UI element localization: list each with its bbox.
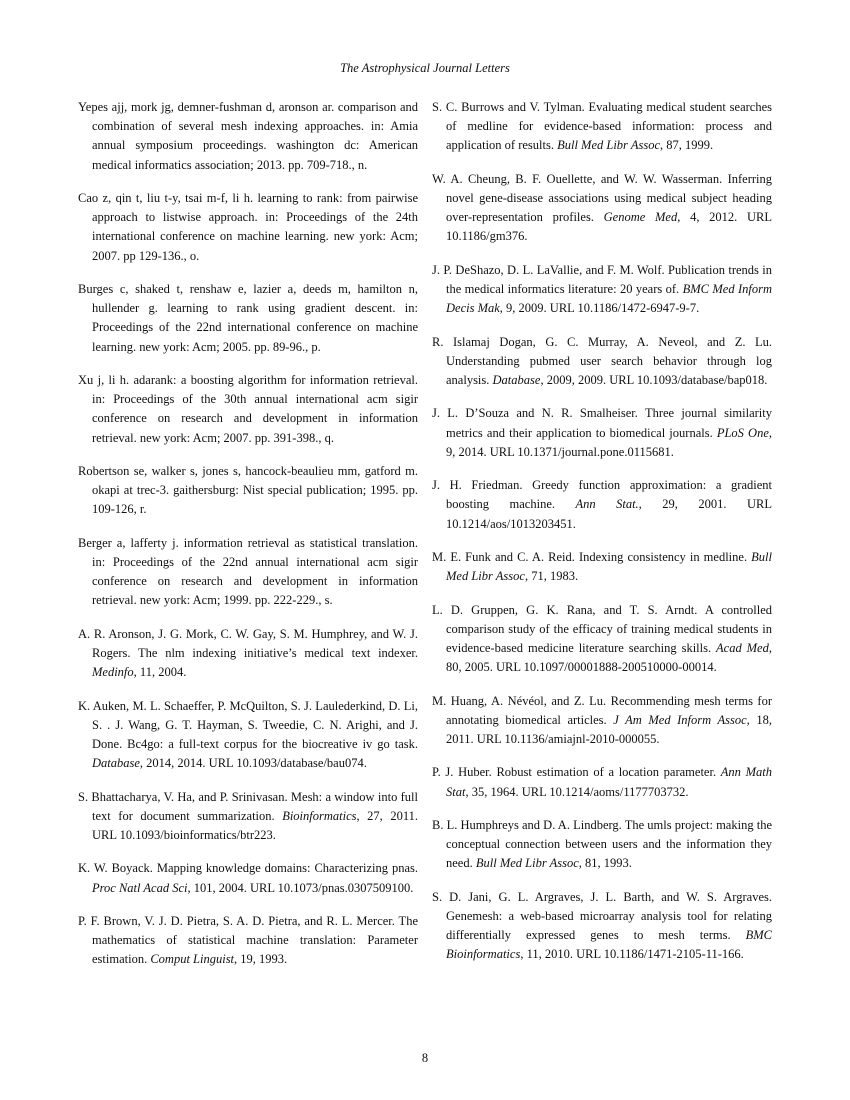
reference-item: J. H. Friedman. Greedy function approximation: a gradient boosting machine. Ann Stat., 29, 2001. URL 10.1214/aos/1013203451. [432, 478, 772, 531]
reference-item: J. P. DeShazo, D. L. LaVallie, and F. M. Wolf. Publication trends in the medical informatics literature: 20 years of. BMC Med Inform Decis Mak, 9, 2009. URL 10.1186/1472-6947-9-7. [432, 262, 773, 316]
reference-item: S. Bhattacharya, V. Ha, and P. Srinivasan. Mesh: a window into full text for document summarization. Bioinformatics, 27, 2011. URL 10.1093/bioinformatics/btr223. [78, 789, 418, 842]
reference-item: B. L. Humphreys and D. A. Lindberg. The umls project: making the conceptual connection between users and the information they need. Bull Med Libr Assoc, 81, 1993. [432, 817, 772, 871]
running-header: The Astrophysical Journal Letters [340, 61, 510, 75]
reference-item: K. Auken, M. L. Schaeffer, P. McQuilton, S. J. Laulederkind, D. Li, S. . J. Wang, G. T. Hayman, S. Tweedie, C. N. Arighi, and J. Done. Bc4go: a full-text corpus for the biocreative iv go task. Database, 2014, 2014. URL 10.1093/database/bau074. [78, 698, 418, 771]
reference-item: Xu j, li h. adarank: a boosting algorithm for information retrieval. in: Proceedings of the 30th annual international acm sigir conference on research and development in information retrieval. new york: Acm; 2007. pp. 391-398., q. [78, 373, 418, 445]
reference-item: Yepes ajj, mork jg, demner-fushman d, aronson ar. comparison and combination of several mesh indexing approaches. in: Amia annual symposium proceedings. washington dc: American medical informatics association; 2013. pp. 709-718., n. [78, 100, 418, 172]
reference-item: P. J. Huber. Robust estimation of a location parameter. Ann Math Stat, 35, 1964. URL 10.1214/aoms/1177703732. [432, 765, 772, 799]
reference-item: Cao z, qin t, liu t-y, tsai m-f, li h. learning to rank: from pairwise approach to listwise approach. in: Proceedings of the 24th international conference on machine learning. new york: Acm; 2007. pp 129-136., o. [78, 191, 418, 263]
reference-item: Burges c, shaked t, renshaw e, lazier a, deeds m, hamilton n, hullender g. learning to rank using gradient descent. in: Proceedings of the 22nd international conference on machine learning. new york: Acm; 2005. pp. 89-96., p. [78, 282, 418, 354]
reference-item: Robertson se, walker s, jones s, hancock-beaulieu mm, gatford m. okapi at trec-3. gaithersburg: Nist special publication; 1995. pp. 109-126, r. [78, 464, 418, 517]
reference-item: S. D. Jani, G. L. Argraves, J. L. Barth, and W. S. Argraves. Genemesh: a web-based microarray analysis tool for relating differentially expressed genes to mesh terms. BMC Bioinformatics, 11, 2010. URL 10.1186/1471-2105-11-166. [432, 889, 772, 962]
reference-item: P. F. Brown, V. J. D. Pietra, S. A. D. Pietra, and R. L. Mercer. The mathematics of statistical machine translation: Parameter estimation. Comput Linguist, 19, 1993. [78, 913, 418, 967]
reference-item: A. R. Aronson, J. G. Mork, C. W. Gay, S. M. Humphrey, and W. J. Rogers. The nlm indexing initiative’s medical text indexer. Medinfo, 11, 2004. [78, 626, 418, 680]
reference-item: R. Islamaj Dogan, G. C. Murray, A. Neveol, and Z. Lu. Understanding pubmed user search behavior through log analysis. Database, 2009, 2009. URL 10.1093/database/bap018. [432, 334, 772, 387]
reference-item: M. Huang, A. Névéol, and Z. Lu. Recommending mesh terms for annotating biomedical articles. J Am Med Inform Assoc, 18, 2011. URL 10.1136/amiajnl-2010-000055. [432, 693, 772, 746]
reference-item: W. A. Cheung, B. F. Ouellette, and W. W. Wasserman. Inferring novel gene-disease associations using medical subject heading over-representation profiles. Genome Med, 4, 2012. URL 10.1186/gm376. [432, 171, 772, 244]
reference-item: L. D. Gruppen, G. K. Rana, and T. S. Arndt. A controlled comparison study of the efficacy of training medical students in evidence-based medicine literature searching skills. Acad Med, 80, 2005. URL 10.1097/00001888-200510000-00014. [432, 602, 772, 675]
references-left-column [78, 98, 418, 984]
page-number: 8 [421, 1051, 429, 1065]
reference-item: J. L. D’Souza and N. R. Smalheiser. Three journal similarity metrics and their application to biomedical journals. PLoS One, 9, 2014. URL 10.1371/journal.pone.0115681. [432, 406, 772, 459]
references-right-column [432, 98, 772, 979]
reference-item: K. W. Boyack. Mapping knowledge domains: Characterizing pnas. Proc Natl Acad Sci, 101, 2004. URL 10.1073/pnas.0307509100. [78, 861, 418, 895]
reference-item: M. E. Funk and C. A. Reid. Indexing consistency in medline. Bull Med Libr Assoc, 71, 1983. [432, 549, 772, 584]
reference-item: Berger a, lafferty j. information retrieval as statistical translation. in: Proceedings of the 22nd annual international acm sigir conference on research and development in information retrieval. new york: Acm; 1999. pp. 222-229., s. [78, 535, 418, 608]
reference-item: S. C. Burrows and V. Tylman. Evaluating medical student searches of medline for evidence-based information: process and application of results. Bull Med Libr Assoc, 87, 1999. [432, 100, 772, 153]
